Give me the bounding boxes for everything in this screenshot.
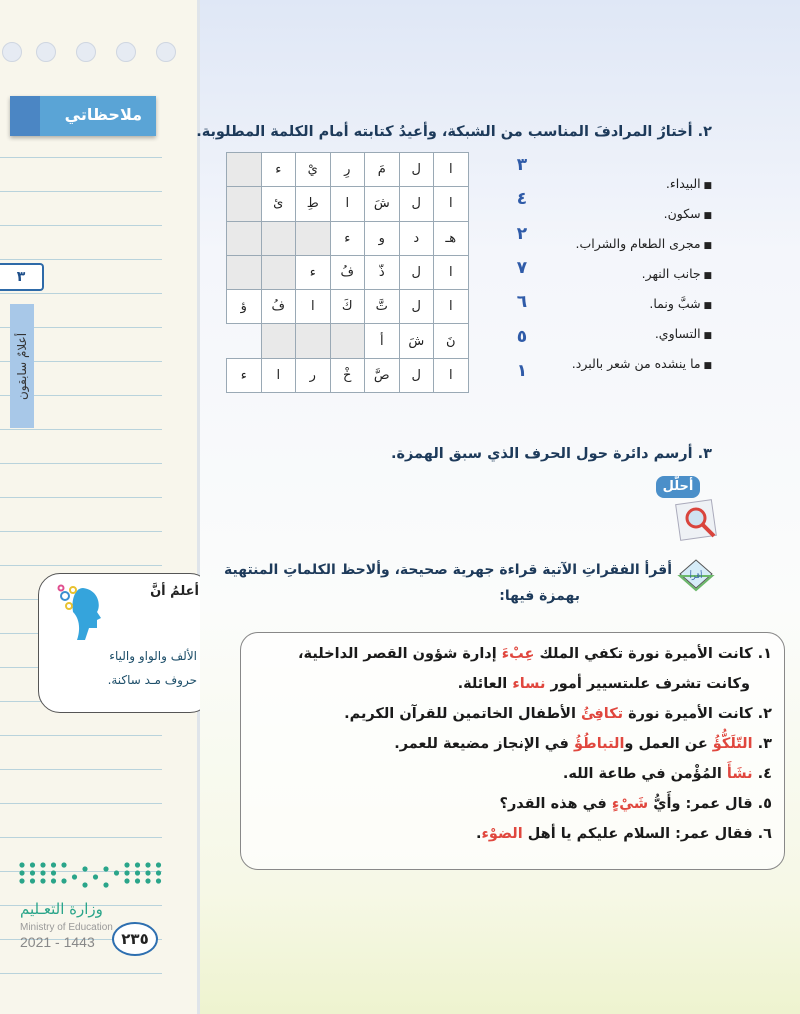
clue-item: ■ البيداء. [666, 176, 712, 191]
notebook-rule [0, 293, 162, 294]
binder-hole [2, 42, 22, 62]
row-number: ٤ [516, 189, 528, 210]
hamza-word: نشَأَ [726, 766, 753, 782]
notebook-rule [0, 531, 162, 532]
paragraph-line [344, 706, 772, 722]
binder-hole [36, 42, 56, 62]
clue-item: ■ ما ينشده من شعر بالبرد. [572, 356, 712, 371]
paragraph-line [500, 796, 772, 812]
magnifier-document-icon [672, 498, 726, 542]
grid-cell: طِ [296, 187, 331, 221]
hamza-word: الضوْء [481, 826, 523, 842]
grid-row [227, 358, 469, 392]
grid-row [227, 221, 469, 255]
grid-cell: يْ [296, 153, 331, 187]
grid-cell: رِ [330, 153, 365, 187]
ministry-name-english: Ministry of Education [20, 922, 113, 933]
row-number: ٧ [516, 257, 528, 278]
grid-cell: فُ [261, 290, 296, 324]
book-icon-label: أقرأ [689, 571, 703, 580]
grid-cell: ا [434, 255, 469, 289]
text-segment: إدارة شؤون القصر الداخلية، [298, 646, 502, 662]
grid-cell: كَ [330, 290, 365, 324]
hamza-word: التباطُؤُ [573, 736, 625, 752]
notebook-rule [0, 157, 162, 158]
grid-cell: ا [434, 187, 469, 221]
grid-cell: ء [227, 358, 262, 392]
grid-row [227, 255, 469, 289]
grid-cell: و [365, 221, 400, 255]
grid-cell-blocked [227, 221, 262, 255]
text-segment: الأطفال الخاتمين للقرآن الكريم. [344, 706, 581, 722]
binder-hole [156, 42, 176, 62]
notebook-rule [0, 259, 162, 260]
text-segment: . [475, 826, 482, 842]
grid-cell: د [399, 221, 434, 255]
grid-cell: ل [399, 255, 434, 289]
hamza-word: نساء [512, 676, 546, 692]
grid-cell: نَ [434, 324, 469, 358]
grid-cell: خْ [330, 358, 365, 392]
grid-cell: ء [261, 153, 296, 187]
grid-cell: ل [399, 153, 434, 187]
grid-cell: ا [296, 290, 331, 324]
instruction-line-1: أقرأ الفقراتِ الآتية قراءة جهرية صحيحة، وألاحظ الكلماتِ المنتهية [224, 562, 672, 578]
grid-cell: مَ [365, 153, 400, 187]
grid-cell-blocked [296, 221, 331, 255]
text-segment: العائلة. [457, 676, 513, 692]
grid-cell: شَ [365, 187, 400, 221]
know-line-1: الألف والواو والياء [109, 649, 197, 663]
notebook-rule [0, 191, 162, 192]
know-title: أعلمُ أنَّ [150, 584, 199, 599]
grid-cell: ا [434, 153, 469, 187]
grid-cell: ل [399, 290, 434, 324]
clue-item: ■ جانب النهر. [642, 266, 712, 281]
read-book-icon [676, 556, 716, 592]
notebook-rule [0, 803, 162, 804]
page-number: ٢٣٥ [112, 922, 158, 956]
notebook-rule [0, 225, 162, 226]
hamza-word: التّلَكُّؤُ [712, 736, 753, 752]
text-segment: المُؤْمن في طاعة الله. [562, 766, 727, 782]
row-number: ٣ [516, 155, 528, 175]
grid-cell: ذّ [365, 255, 400, 289]
grid-cell: تَّ [365, 290, 400, 324]
ministry-name-arabic: وزارة التعـليم [20, 900, 103, 918]
paragraph-line [458, 676, 750, 692]
notebook-rule [0, 735, 162, 736]
grid-cell: ئ [261, 187, 296, 221]
know-line-2: حروف مـد ساكنة. [107, 673, 197, 687]
text-segment: في هذه القدر؟ [499, 796, 612, 812]
row-number: ٥ [516, 326, 528, 347]
grid-row [227, 324, 469, 358]
grid-cell: ل [399, 358, 434, 392]
grid-cell-blocked [227, 187, 262, 221]
notebook-rule [0, 463, 162, 464]
paragraph-line [563, 766, 772, 782]
hamza-word: عِبْءَ [501, 646, 535, 662]
binder-hole [116, 42, 136, 62]
grid-cell-blocked [261, 324, 296, 358]
ministry-logo-icon [18, 860, 168, 894]
grid-cell: شَ [399, 324, 434, 358]
exercise-3-title: ٣. أرسم دائرة حول الحرف الذي سبق الهمزة. [390, 446, 712, 462]
analyze-badge: أحلّل [656, 476, 700, 498]
clue-item: ■ شبَّ ونما. [649, 296, 712, 311]
notebook-rule [0, 769, 162, 770]
text-segment: ٤. [752, 766, 772, 782]
grid-cell: ر [296, 358, 331, 392]
grid-cell: ؤ [227, 290, 262, 324]
notebook-rule [0, 837, 162, 838]
text-segment: ٥. قال عمر: وأَيُّ [648, 796, 772, 812]
grid-cell: أ [365, 324, 400, 358]
row-number: ٦ [516, 292, 528, 313]
grid-cell-blocked [261, 255, 296, 289]
notebook-rule [0, 497, 162, 498]
notebook-rule [0, 973, 162, 974]
unit-number: ٣ [0, 263, 44, 291]
grid-cell: ا [330, 187, 365, 221]
clue-item: ■ التساوي. [655, 326, 712, 341]
head-gears-icon [55, 582, 105, 642]
instruction-line-2: بهمزة فيها: [499, 588, 580, 604]
notebook-rule [0, 565, 162, 566]
exercise-2-title: ٢. أختارُ المرادفَ المناسب من الشبكة، وأعيدُ كتابته أمام الكلمة المطلوبة. [196, 124, 712, 140]
text-segment: ٣. [752, 736, 772, 752]
text-segment: في الإنجاز مضيعة للعمر. [394, 736, 574, 752]
grid-cell: ء [296, 255, 331, 289]
grid-cell: ا [434, 358, 469, 392]
unit-label: أعلامٌ سابقون [10, 304, 34, 428]
grid-cell: هـ [434, 221, 469, 255]
text-segment: ١. كانت الأميرة نورة تكفي الملك [534, 646, 772, 662]
paragraph-line [476, 826, 772, 842]
grid-row [227, 290, 469, 324]
hamza-word: شَيْءٍ [611, 796, 649, 812]
text-segment: ٢. كانت الأميرة نورة [623, 706, 772, 722]
row-number: ٢ [516, 223, 528, 244]
grid-cell-empty [227, 324, 262, 358]
notebook-rule [0, 429, 162, 430]
clue-item: ■ سكون. [664, 206, 712, 221]
grid-cell: ل [399, 187, 434, 221]
edition-year: 2021 - 1443 [20, 934, 95, 950]
text-segment: وكانت تشرف علىتسيير أمور [545, 676, 750, 692]
grid-cell: ء [330, 221, 365, 255]
grid-cell-blocked [296, 324, 331, 358]
grid-row [227, 153, 469, 187]
grid-cell-blocked [227, 255, 262, 289]
grid-cell-blocked [261, 221, 296, 255]
paragraph-line [394, 736, 772, 752]
row-number: ١ [516, 360, 528, 381]
grid-cell: فُ [330, 255, 365, 289]
grid-cell-blocked [330, 324, 365, 358]
grid-cell: ا [261, 358, 296, 392]
grid-cell: ا [434, 290, 469, 324]
paragraph-line [298, 646, 772, 662]
grid-cell: صَّ [365, 358, 400, 392]
know-that-box [38, 573, 212, 713]
grid-cell-blocked [227, 153, 262, 187]
word-grid [226, 152, 469, 393]
notes-title: ملاحظاتي [10, 96, 156, 136]
notes-sidebar [0, 0, 200, 1014]
hamza-word: تكافِئُ [580, 706, 624, 722]
text-segment: ٦. فقال عمر: السلام عليكم يا أهل [522, 826, 772, 842]
grid-row [227, 187, 469, 221]
binder-hole [76, 42, 96, 62]
clue-item: ■ مجرى الطعام والشراب. [576, 236, 712, 251]
text-segment: عن العمل و [624, 736, 713, 752]
